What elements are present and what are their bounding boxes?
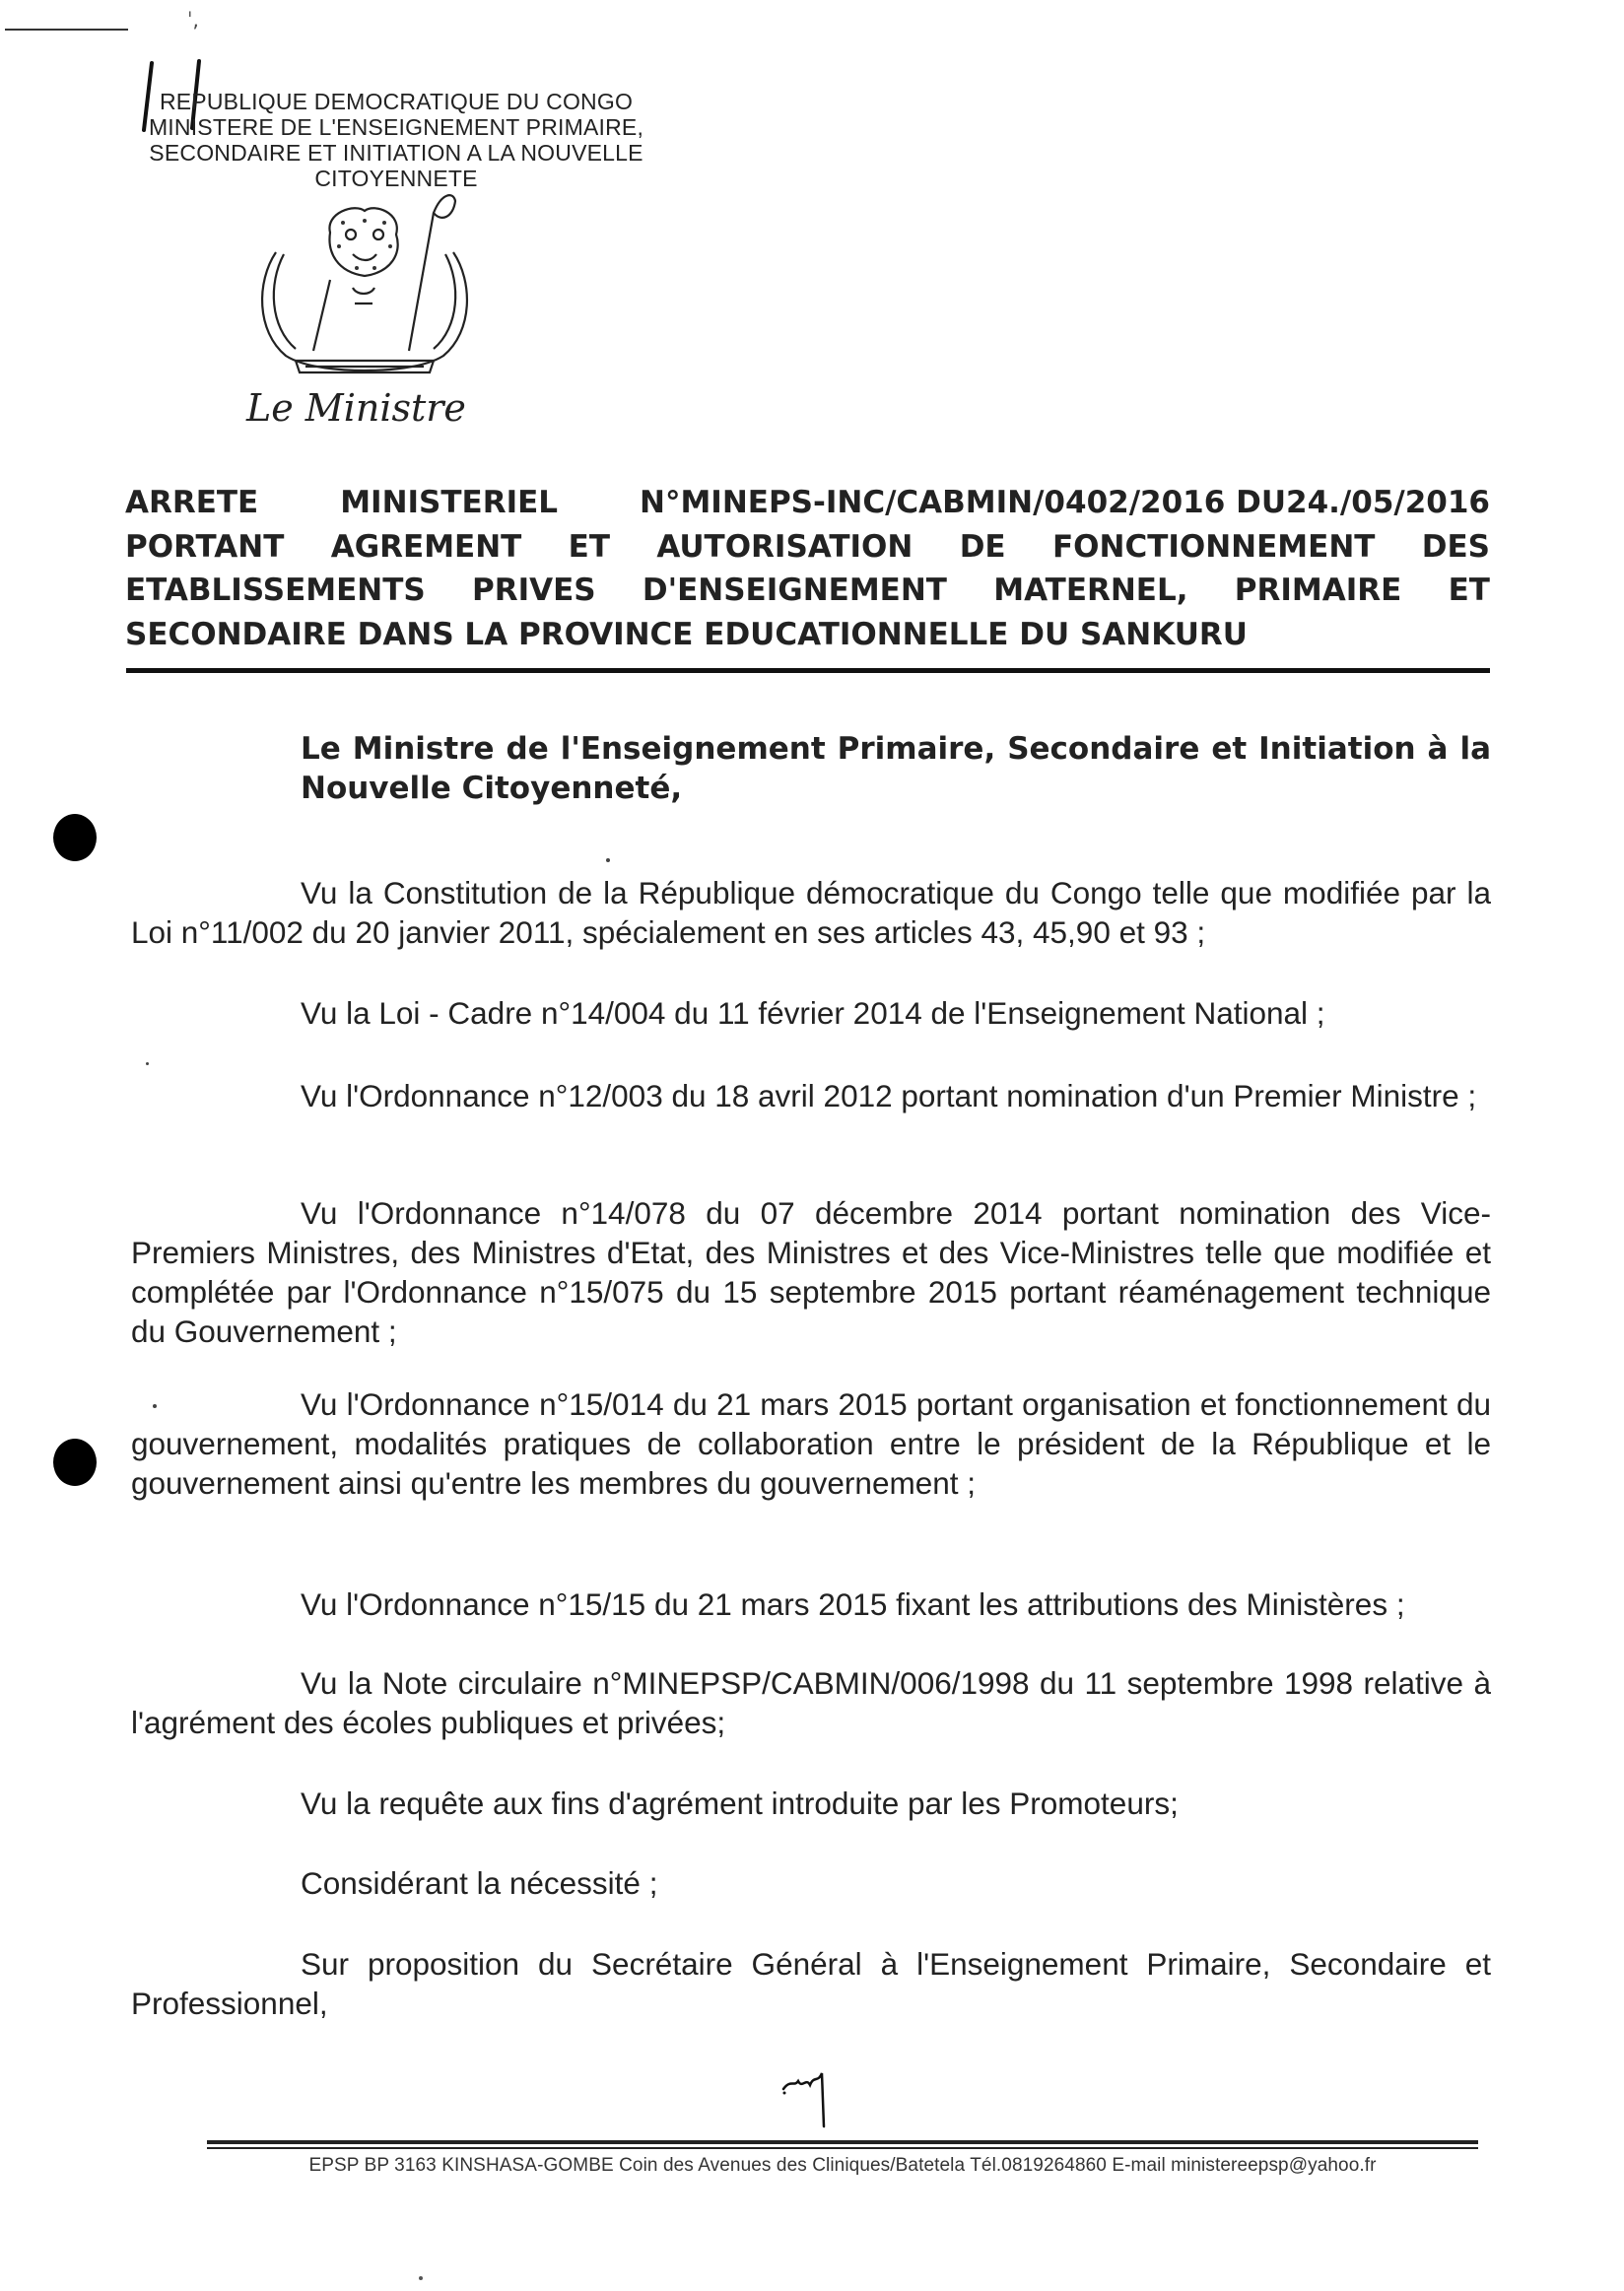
recital-loi-cadre: Vu la Loi - Cadre n°14/004 du 11 février 2014 de l'Enseignement National ;: [301, 995, 1325, 1031]
header-ministry-line1: MINISTERE DE L'ENSEIGNEMENT PRIMAIRE,: [148, 114, 644, 140]
punch-hole-mark: [53, 814, 97, 861]
title-word: ARRETE: [125, 485, 259, 520]
recital-considerant: Considérant la nécessité ;: [301, 1865, 658, 1901]
header-ministry-line2: SECONDAIRE ET INITIATION A LA NOUVELLE: [149, 140, 643, 166]
recital-ordonnance-12-003: Vu l'Ordonnance n°12/003 du 18 avril 2012 portant nomination d'un Premier Ministre ;: [301, 1078, 1477, 1113]
title-word: ETABLISSEMENTS: [125, 573, 426, 608]
recital-ordonnance-15-15: Vu l'Ordonnance n°15/15 du 21 mars 2015 fixant les attributions des Ministères ;: [301, 1586, 1405, 1622]
recital-constitution: Vu la Constitution de la République démocratique du Congo telle que modifiée par la Loi n°11/002 du 20 janvier 2011, spécialement en ses articles 43, 45,90 et 93 ;: [131, 875, 1491, 950]
title-word: DE: [959, 528, 1006, 565]
title-line-3: [125, 569, 1490, 613]
title-word: PRIVES: [471, 573, 596, 608]
scan-mark-line: [5, 29, 128, 31]
title-word: FONCTIONNEMENT: [1051, 528, 1376, 565]
title-word: D'ENSEIGNEMENT: [642, 573, 947, 608]
title-word: AUTORISATION: [656, 528, 914, 565]
title-divider: [126, 668, 1490, 673]
recital-requete: Vu la requête aux fins d'agrément introduite par les Promoteurs;: [301, 1786, 1179, 1821]
decree-number: N°MINEPS-INC/CABMIN/0402/2016 DU24./05/2016: [640, 485, 1490, 520]
header-ministry-line3: CITOYENNETE: [314, 166, 478, 191]
title-word: DES: [1421, 528, 1490, 565]
title-word: ET: [568, 528, 610, 565]
title-line-1: [125, 481, 1490, 525]
punch-hole-mark: [53, 1439, 97, 1486]
decree-title: [125, 481, 1490, 656]
minister-signature-title: Le Ministre: [246, 386, 466, 430]
header-country: REPUBLIQUE DEMOCRATIQUE DU CONGO: [159, 89, 634, 114]
recital-ordonnance-14-078: Vu l'Ordonnance n°14/078 du 07 décembre 2014 portant nomination des Vice-Premiers Ministres, des Ministres d'Etat, des Ministres et des Vice-Ministres telle que modifiée et complétée par l'Ordonnance n°15/075 du 15 septembre 2015 portant réaménagement technique du Gouvernement ;: [131, 1195, 1491, 1349]
title-word: ET: [1448, 573, 1490, 608]
scan-speck: [146, 1062, 149, 1065]
title-word: MINISTERIEL: [340, 485, 559, 520]
title-word: PORTANT: [125, 528, 285, 565]
title-word: AGREMENT: [330, 528, 522, 565]
footer-divider-thin: [207, 2147, 1478, 2149]
title-word: MATERNEL,: [993, 573, 1188, 608]
minister-intro: Le Ministre de l'Enseignement Primaire, Secondaire et Initiation à la Nouvelle Citoyenneté,: [301, 731, 1491, 806]
recital-ordonnance-15-014: Vu l'Ordonnance n°15/014 du 21 mars 2015 portant organisation et fonctionnement du gouvernement, modalités pratiques de collaboration entre le président de la République et le gouvernement ainsi qu'entre les membres du gouvernement ;: [131, 1386, 1491, 1501]
coat-of-arms-icon: [237, 193, 493, 380]
recital-note-circulaire: Vu la Note circulaire n°MINEPSP/CABMIN/006/1998 du 11 septembre 1998 relative à l'agrément des écoles publiques et privées;: [131, 1665, 1491, 1740]
title-line-2: [125, 525, 1490, 570]
title-word: PRIMAIRE: [1234, 573, 1402, 608]
handwritten-initials: [778, 2059, 857, 2128]
footer-divider: [207, 2140, 1478, 2144]
recital-proposition: Sur proposition du Secrétaire Général à l'Enseignement Primaire, Secondaire et Professionnel,: [131, 1946, 1491, 2021]
footer-address: EPSP BP 3163 KINSHASA-GOMBE Coin des Avenues des Cliniques/Batetela Tél.0819264860 E-mail ministereepsp@yahoo.fr: [308, 2155, 1377, 2176]
title-line-4: SECONDAIRE DANS LA PROVINCE EDUCATIONNELLE DU SANKURU: [125, 616, 1248, 652]
scan-speck: [606, 858, 610, 862]
scan-mark-dots: ˈ,: [187, 8, 199, 32]
scan-speck: [419, 2276, 423, 2280]
